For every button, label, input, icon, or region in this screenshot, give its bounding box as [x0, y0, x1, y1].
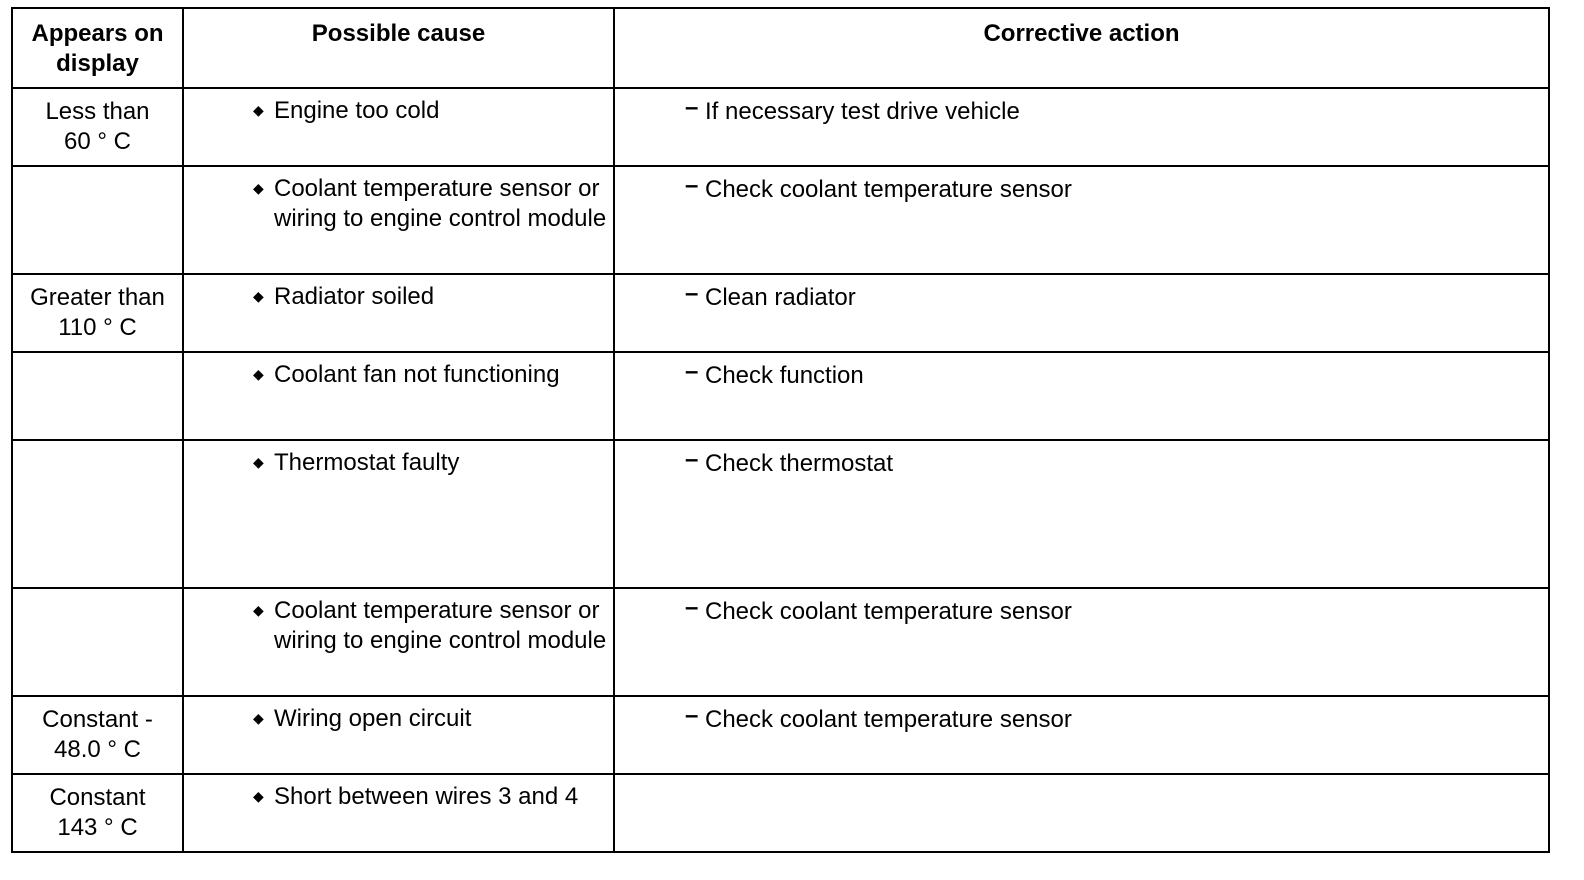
cause-text: Engine too cold	[274, 97, 440, 124]
action-text: Clean radiator	[705, 284, 856, 311]
cause-text: Coolant temperature sensor or wiring to engine control module	[274, 175, 607, 232]
corrective-action-cell	[614, 440, 1549, 588]
corrective-action-cell	[614, 588, 1549, 696]
action-text: Check function	[705, 362, 864, 389]
diamond-bullet-icon: ◆	[253, 788, 264, 804]
dash-bullet-icon: –	[685, 358, 699, 385]
table-row	[12, 774, 1549, 852]
diamond-bullet-icon: ◆	[253, 602, 264, 618]
possible-cause-cell	[183, 440, 614, 588]
possible-cause-cell	[183, 274, 614, 352]
diamond-bullet-icon: ◆	[253, 710, 264, 726]
diamond-bullet-icon: ◆	[253, 454, 264, 470]
corrective-action-cell	[614, 774, 1549, 852]
possible-cause-cell	[183, 88, 614, 166]
cause-text: Coolant fan not functioning	[274, 361, 560, 388]
action-text: Check thermostat	[705, 450, 894, 477]
possible-cause-cell	[183, 696, 614, 774]
display-value-cell: Greater than 110 ° C	[12, 274, 183, 352]
header-appears-on-display: Appears on display	[12, 8, 183, 88]
dash-bullet-icon: –	[685, 172, 699, 199]
diamond-bullet-icon: ◆	[253, 366, 264, 382]
possible-cause-cell	[183, 166, 614, 274]
table-row	[12, 696, 1549, 774]
cause-text: Thermostat faulty	[274, 449, 460, 476]
action-text: If necessary test drive vehicle	[705, 98, 1020, 125]
corrective-action-cell	[614, 352, 1549, 440]
corrective-action-cell	[614, 274, 1549, 352]
header-corrective-action: Corrective action	[614, 8, 1549, 88]
display-value-cell	[12, 440, 183, 588]
possible-cause-cell	[183, 774, 614, 852]
corrective-action-cell	[614, 88, 1549, 166]
dash-bullet-icon: –	[685, 280, 699, 307]
cause-text: Coolant temperature sensor or wiring to engine control module	[274, 597, 607, 654]
action-text: Check coolant temperature sensor	[705, 598, 1072, 625]
table-row	[12, 352, 1549, 440]
display-value-cell: Constant 143 ° C	[12, 774, 183, 852]
dash-bullet-icon: –	[685, 446, 699, 473]
cause-text: Short between wires 3 and 4	[274, 783, 579, 810]
table-row	[12, 440, 1549, 588]
table-row	[12, 88, 1549, 166]
display-value-cell	[12, 166, 183, 274]
dash-bullet-icon: –	[685, 594, 699, 621]
header-possible-cause: Possible cause	[183, 8, 614, 88]
dash-bullet-icon: –	[685, 94, 699, 121]
table-row	[12, 166, 1549, 274]
possible-cause-cell	[183, 352, 614, 440]
action-text: Check coolant temperature sensor	[705, 706, 1072, 733]
corrective-action-cell	[614, 166, 1549, 274]
table-row	[12, 274, 1549, 352]
display-value-cell	[12, 352, 183, 440]
diamond-bullet-icon: ◆	[253, 102, 264, 118]
diamond-bullet-icon: ◆	[253, 288, 264, 304]
table-row	[12, 588, 1549, 696]
display-value-cell: Constant - 48.0 ° C	[12, 696, 183, 774]
action-text: Check coolant temperature sensor	[705, 176, 1072, 203]
dash-bullet-icon: –	[685, 702, 699, 729]
possible-cause-cell	[183, 588, 614, 696]
display-value-cell: Less than 60 ° C	[12, 88, 183, 166]
diagnostic-table	[11, 7, 1550, 853]
display-value-cell	[12, 588, 183, 696]
corrective-action-cell	[614, 696, 1549, 774]
cause-text: Wiring open circuit	[274, 705, 472, 732]
header-row	[12, 8, 1549, 88]
cause-text: Radiator soiled	[274, 283, 435, 310]
diamond-bullet-icon: ◆	[253, 180, 264, 196]
